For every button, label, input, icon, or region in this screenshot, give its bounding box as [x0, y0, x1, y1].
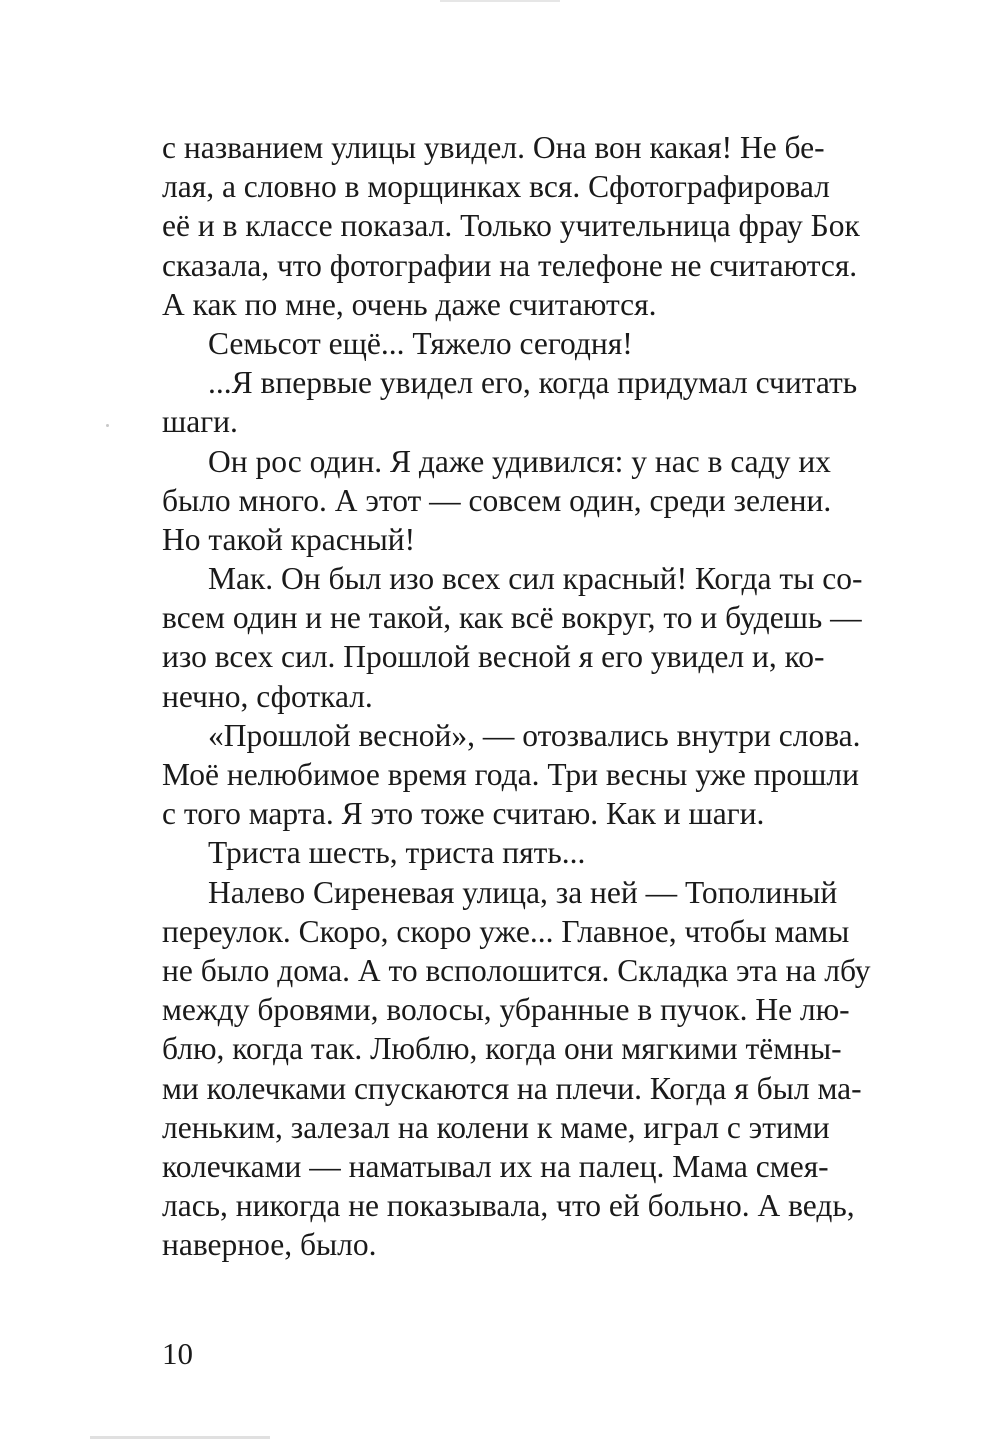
text-line: между бровями, волосы, убранные в пучок. Не лю-: [162, 992, 850, 1028]
text-line: Семьсот ещё... Тяжело сегодня!: [208, 325, 633, 361]
text-line: колечками — наматывал их на палец. Мама смея-: [162, 1148, 829, 1184]
text-line: нечно, сфоткал.: [162, 678, 373, 714]
text-line: лась, никогда не показывала, что ей больно. А ведь,: [162, 1188, 855, 1224]
text-line: ми колечками спускаются на плечи. Когда я был ма-: [162, 1070, 862, 1106]
text-line: было много. А этот — совсем один, среди зелени.: [162, 482, 832, 518]
text-line: лая, а словно в морщинках вся. Сфотографировал: [162, 169, 830, 205]
text-line: сказала, что фотографии на телефоне не считаются.: [162, 247, 858, 283]
text-line: Но такой красный!: [162, 521, 416, 557]
text-line: не было дома. А то всполошится. Складка эта на лбу: [162, 952, 871, 988]
text-line: с названием улицы увидел. Она вон какая! Не бе-: [162, 130, 825, 165]
text-line: с того марта. Я это тоже считаю. Как и шаги.: [162, 796, 765, 832]
text-line: леньким, залезал на колени к маме, играл с этими: [162, 1109, 830, 1145]
text-line: наверное, было.: [162, 1227, 377, 1263]
text-line: Триста шесть, триста пять...: [208, 835, 586, 871]
text-line: блю, когда так. Люблю, когда они мягкими тёмны-: [162, 1031, 842, 1067]
text-line: всем один и не такой, как всё вокруг, то и будешь —: [162, 600, 862, 636]
scan-edge-mark: [440, 0, 560, 2]
text-line: А как по мне, очень даже считаются.: [162, 286, 657, 322]
body-text: [162, 128, 907, 1264]
text-line: ...Я впервые увидел его, когда придумал считать: [208, 365, 858, 401]
text-line: её и в классе показал. Только учительница фрау Бок: [162, 208, 860, 244]
text-line: Мак. Он был изо всех сил красный! Когда ты со-: [208, 561, 863, 597]
page-number: 10: [162, 1336, 193, 1371]
scan-speck: [106, 424, 109, 427]
text-line: Моё нелюбимое время года. Три весны уже прошли: [162, 757, 859, 792]
text-line: Он рос один. Я даже удивился: у нас в саду их: [208, 443, 831, 479]
text-line: Налево Сиреневая улица, за ней — Тополиный: [208, 874, 838, 910]
text-line: переулок. Скоро, скоро уже... Главное, чтобы мамы: [162, 913, 850, 949]
text-line: шаги.: [162, 404, 238, 440]
text-line: изо всех сил. Прошлой весной я его увидел и, ко-: [162, 639, 825, 675]
text-line: «Прошлой весной», — отозвались внутри слова.: [208, 717, 861, 753]
